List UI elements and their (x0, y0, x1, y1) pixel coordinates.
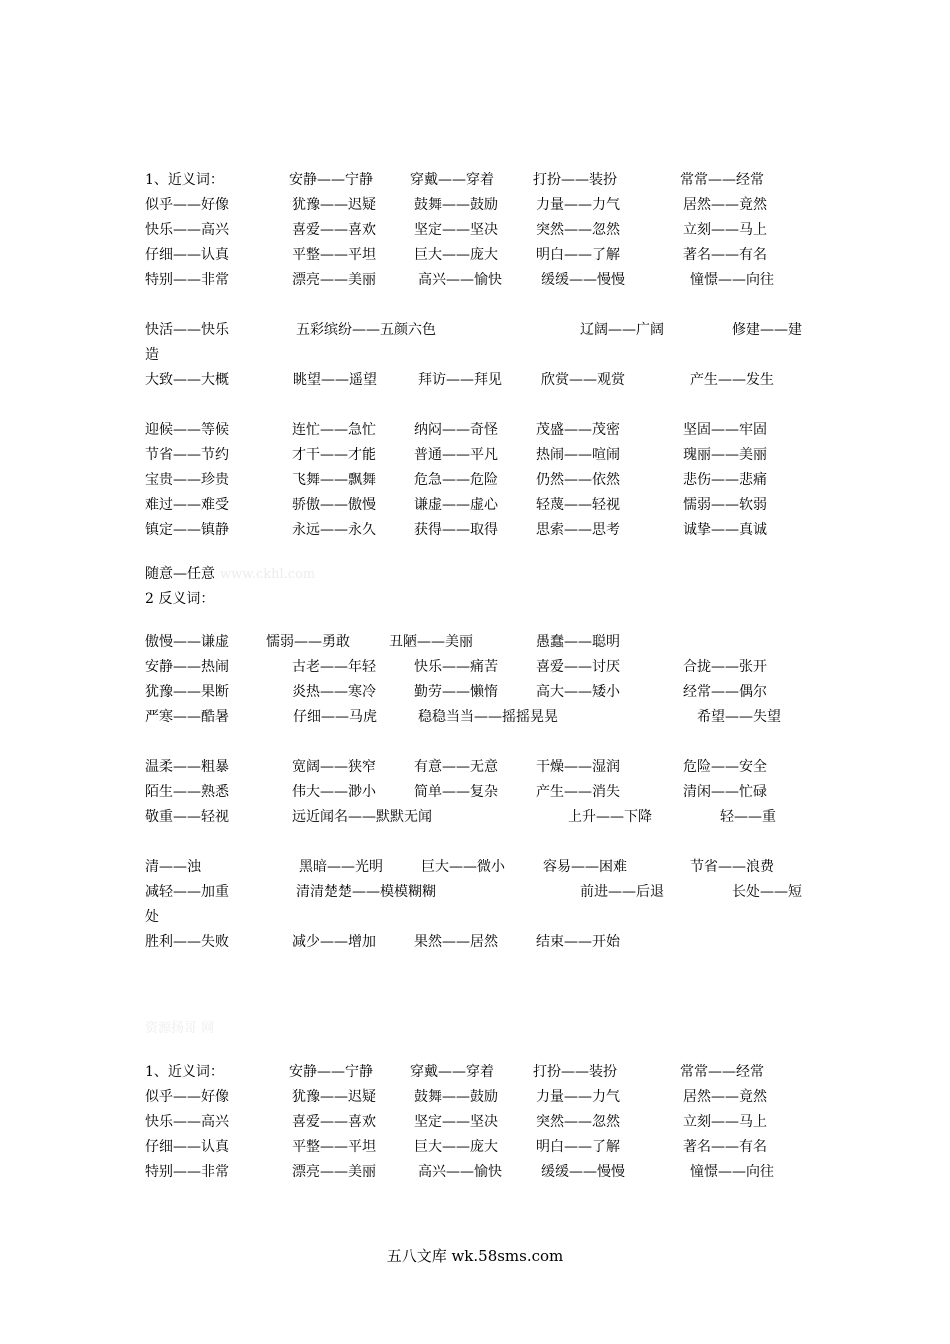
word-pair: 陌生——熟悉 (145, 784, 229, 800)
word-pair: 巨大——庞大 (414, 1139, 498, 1155)
word-pair: 大致——大概 (145, 372, 229, 388)
word-pair: 上升——下降 (568, 809, 652, 825)
word-pair: 宽阔——狭窄 (292, 759, 376, 775)
word-pair: 漂亮——美丽 (292, 1164, 376, 1180)
word-pair: 安静——宁静 (289, 172, 373, 188)
word-pair: 敬重——轻视 (145, 809, 229, 825)
word-pair: 坚定——坚决 (414, 1114, 498, 1130)
word-pair: 仍然——依然 (536, 472, 620, 488)
word-pair: 轻——重 (720, 809, 776, 825)
word-pair: 突然——忽然 (536, 222, 620, 238)
word-pair: 长处——短 (732, 884, 802, 900)
word-pair: 镇定——镇静 (145, 522, 229, 538)
word-pair: 安静——宁静 (289, 1064, 373, 1080)
word-pair: 纳闷——奇怪 (414, 422, 498, 438)
word-pair: 巨大——庞大 (414, 247, 498, 263)
word-pair: 诚挚——真诚 (683, 522, 767, 538)
word-pair: 喜爱——喜欢 (292, 1114, 376, 1130)
word-pair: 辽阔——广阔 (580, 322, 664, 338)
word-pair: 温柔——粗暴 (145, 759, 229, 775)
word-pair: 宝贵——珍贵 (145, 472, 229, 488)
word-pair: 思索——思考 (536, 522, 620, 538)
word-pair: 快乐——高兴 (145, 1114, 229, 1130)
word-pair: 眺望——遥望 (293, 372, 377, 388)
word-pair: 立刻——马上 (683, 222, 767, 238)
word-pair: 鼓舞——鼓励 (414, 197, 498, 213)
word-pair: 容易——困难 (543, 859, 627, 875)
word-pair: 减少——增加 (292, 934, 376, 950)
synonym-heading: 1、近义词： (145, 1064, 224, 1080)
word-pair: 伟大——渺小 (292, 784, 376, 800)
word-pair: 勤劳——懒惰 (414, 684, 498, 700)
word-pair: 简单——复杂 (414, 784, 498, 800)
word-pair: 缓缓——慢慢 (541, 272, 625, 288)
word-pair: 危急——危险 (414, 472, 498, 488)
word-pair: 常常——经常 (680, 172, 764, 188)
word-pair: 永远——永久 (292, 522, 376, 538)
watermark-text: www.ckhl.com (220, 567, 316, 582)
word-pair: 稳稳当当——摇摇晃晃 (418, 709, 558, 725)
word-pair: 合拢——张开 (683, 659, 767, 675)
word-pair: 高兴——愉快 (418, 1164, 502, 1180)
word-pair: 懦弱——软弱 (683, 497, 767, 513)
word-pair: 获得——取得 (414, 522, 498, 538)
word-pair: 平整——平坦 (292, 1139, 376, 1155)
word-pair: 喜爱——喜欢 (292, 222, 376, 238)
word-pair: 坚固——牢固 (683, 422, 767, 438)
word-pair: 居然——竟然 (683, 1089, 767, 1105)
word-pair: 快乐——高兴 (145, 222, 229, 238)
word-pair: 鼓舞——鼓励 (414, 1089, 498, 1105)
word-pair: 远近闻名——默默无闻 (292, 809, 432, 825)
word-pair: 特别——非常 (145, 272, 229, 288)
word-pair: 胜利——失败 (145, 934, 229, 950)
word-pair: 难过——难受 (145, 497, 229, 513)
antonym-heading: 2 反义词： (145, 591, 215, 607)
word-pair: 力量——力气 (536, 197, 620, 213)
word-pair: 力量——力气 (536, 1089, 620, 1105)
word-pair: 茂盛——茂密 (536, 422, 620, 438)
word-pair: 快乐——痛苦 (414, 659, 498, 675)
word-pair: 结束——开始 (536, 934, 620, 950)
word-pair: 著名——有名 (683, 247, 767, 263)
word-pair: 清清楚楚——模模糊糊 (296, 884, 436, 900)
word-pair: 特别——非常 (145, 1164, 229, 1180)
word-pair: 瑰丽——美丽 (683, 447, 767, 463)
word-pair: 著名——有名 (683, 1139, 767, 1155)
word-pair: 高兴——愉快 (418, 272, 502, 288)
word-pair: 犹豫——果断 (145, 684, 229, 700)
word-pair: 懦弱——勇敢 (266, 634, 350, 650)
word-pair: 骄傲——傲慢 (292, 497, 376, 513)
word-pair: 拜访——拜见 (418, 372, 502, 388)
word-pair: 产生——发生 (690, 372, 774, 388)
word-pair: 高大——矮小 (536, 684, 620, 700)
synonym-heading: 1、近义词： (145, 172, 224, 188)
word-pair: 清闲——忙碌 (683, 784, 767, 800)
word-pair: 随意—任意 (145, 566, 215, 582)
word-pair: 修建——建 (732, 322, 802, 338)
word-pair: 普通——平凡 (414, 447, 498, 463)
word-pair: 轻蔑——轻视 (536, 497, 620, 513)
word-pair: 常常——经常 (680, 1064, 764, 1080)
word-pair: 突然——忽然 (536, 1114, 620, 1130)
word-continuation: 处 (145, 909, 159, 925)
word-pair: 谦虚——虚心 (414, 497, 498, 513)
word-pair: 立刻——马上 (683, 1114, 767, 1130)
word-pair: 仔细——认真 (145, 247, 229, 263)
word-pair: 希望——失望 (697, 709, 781, 725)
word-pair: 穿戴——穿着 (410, 1064, 494, 1080)
word-pair: 产生——消失 (536, 784, 620, 800)
word-pair: 喜爱——讨厌 (536, 659, 620, 675)
word-pair: 果然——居然 (414, 934, 498, 950)
word-pair: 缓缓——慢慢 (541, 1164, 625, 1180)
page-footer: 五八文库 wk.58sms.com (386, 1247, 564, 1265)
word-pair: 丑陋——美丽 (389, 634, 473, 650)
word-pair: 憧憬——向往 (690, 1164, 774, 1180)
word-pair: 前进——后退 (580, 884, 664, 900)
word-pair: 黑暗——光明 (299, 859, 383, 875)
word-pair: 减轻——加重 (145, 884, 229, 900)
word-pair: 漂亮——美丽 (292, 272, 376, 288)
word-pair: 快活——快乐 (145, 322, 229, 338)
word-pair: 严寒——酷暑 (145, 709, 229, 725)
word-pair: 清——浊 (145, 859, 201, 875)
word-pair: 愚蠢——聪明 (536, 634, 620, 650)
word-pair: 似乎——好像 (145, 197, 229, 213)
word-pair: 犹豫——迟疑 (292, 1089, 376, 1105)
word-pair: 节省——节约 (145, 447, 229, 463)
word-pair: 坚定——坚决 (414, 222, 498, 238)
word-pair: 明白——了解 (536, 1139, 620, 1155)
word-pair: 似乎——好像 (145, 1089, 229, 1105)
word-pair: 悲伤——悲痛 (683, 472, 767, 488)
word-pair: 安静——热闹 (145, 659, 229, 675)
word-pair: 干燥——湿润 (536, 759, 620, 775)
word-pair: 欣赏——观赏 (541, 372, 625, 388)
word-pair: 危险——安全 (683, 759, 767, 775)
word-pair: 有意——无意 (414, 759, 498, 775)
word-pair: 仔细——马虎 (293, 709, 377, 725)
word-pair: 连忙——急忙 (292, 422, 376, 438)
word-pair: 憧憬——向往 (690, 272, 774, 288)
word-continuation: 造 (145, 347, 159, 363)
word-pair: 犹豫——迟疑 (292, 197, 376, 213)
word-pair: 巨大——微小 (421, 859, 505, 875)
word-pair: 穿戴——穿着 (410, 172, 494, 188)
word-pair: 炎热——寒冷 (292, 684, 376, 700)
word-pair: 明白——了解 (536, 247, 620, 263)
word-pair: 飞舞——飘舞 (292, 472, 376, 488)
word-pair: 热闹——喧闹 (536, 447, 620, 463)
word-pair: 打扮——装扮 (533, 172, 617, 188)
word-pair: 迎候——等候 (145, 422, 229, 438)
word-pair: 古老——年轻 (292, 659, 376, 675)
word-pair: 居然——竟然 (683, 197, 767, 213)
word-pair: 傲慢——谦虚 (145, 634, 229, 650)
word-pair: 节省——浪费 (690, 859, 774, 875)
word-pair: 才干——才能 (292, 447, 376, 463)
word-pair: 仔细——认真 (145, 1139, 229, 1155)
word-pair: 平整——平坦 (292, 247, 376, 263)
word-pair: 打扮——装扮 (533, 1064, 617, 1080)
word-pair: 经常——偶尔 (683, 684, 767, 700)
watermark-text: 资源扬哥 网 (145, 1021, 215, 1036)
word-pair: 五彩缤纷——五颜六色 (296, 322, 436, 338)
